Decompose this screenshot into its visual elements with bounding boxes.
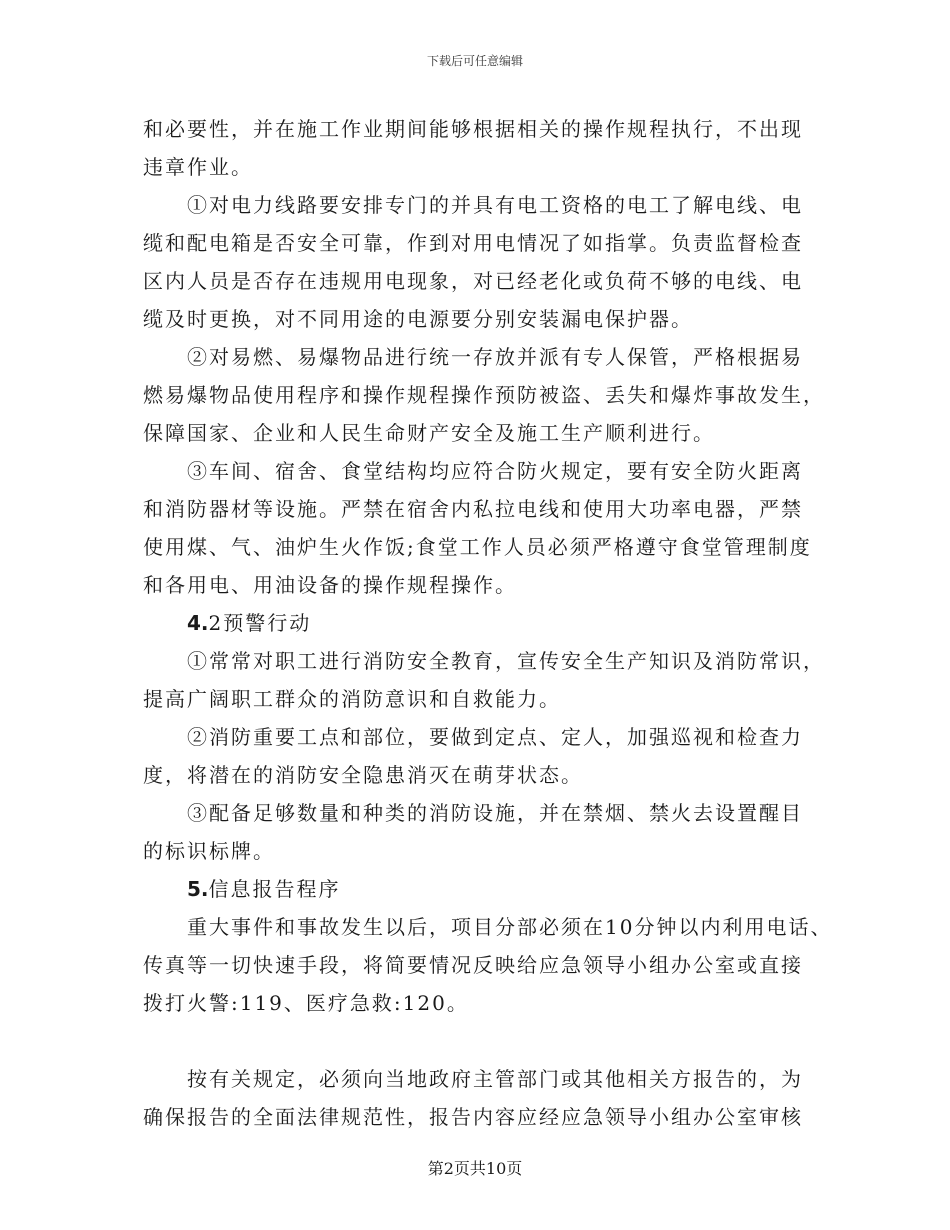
line-text: ①对电力线路要安排专门的并具有电工资格的电工了解电线、电 [187,193,803,217]
text-line [143,604,823,642]
text-line [143,984,823,1022]
line-text: 违章作业。 [143,155,253,179]
line-text: 度，将潜在的消防安全隐患消灭在萌芽状态。 [143,763,583,787]
line-text: 重大事件和事故发生以后，项目分部必须在10分钟以内利用电话、 [187,915,833,939]
text-line [143,224,823,262]
text-line [143,452,823,490]
text-line [143,186,823,224]
text-line [143,718,823,756]
line-text: 燃易爆物品使用程序和操作规程操作预防被盗、丢失和爆炸事故发生， [143,383,825,407]
text-line [143,414,823,452]
text-line [143,756,823,794]
line-text: 区内人员是否存在违规用电现象，对已经老化或负荷不够的电线、电 [143,269,803,293]
text-line [143,528,823,566]
text-line [143,148,823,186]
line-text: 和消防器材等设施。严禁在宿舍内私拉电线和使用大功率电器，严禁 [143,497,803,521]
line-text: 使用煤、气、油炉生火作饭;食堂工作人员必须严格遵守食堂管理制度 [143,535,812,559]
line-text: 和各用电、用油设备的操作规程操作。 [143,573,517,597]
paragraph-gap [143,1022,823,1060]
line-text: 保障国家、企业和人民生命财产安全及施工生产顺利进行。 [143,421,715,445]
line-text: ③配备足够数量和种类的消防设施，并在禁烟、禁火去设置醒目 [187,801,803,825]
text-line [143,490,823,528]
line-text: ②消防重要工点和部位，要做到定点、定人，加强巡视和检查力 [187,725,803,749]
document-body [143,110,833,1136]
text-line [143,908,833,946]
text-line [143,832,823,870]
line-text: ②对易燃、易爆物品进行统一存放并派有专人保管，严格根据易 [187,345,803,369]
text-line [143,110,823,148]
text-line [143,794,823,832]
text-line [143,1060,823,1098]
line-text: 传真等一切快速手段，将简要情况反映给应急领导小组办公室或直接 [143,953,803,977]
line-text: 拨打火警:119、医疗急救:120。 [143,991,469,1015]
line-text: 信息报告程序 [208,877,341,901]
text-line [143,300,823,338]
page-header: 下载后可任意编辑 [426,54,523,68]
section-number: 4. [187,611,209,635]
line-text: 2预警行动 [208,611,312,635]
text-line [143,1098,823,1136]
text-line [143,870,823,908]
line-text: 提高广阔职工群众的消防意识和自救能力。 [143,687,561,711]
text-line [143,338,823,376]
line-text: 和必要性，并在施工作业期间能够根据相关的操作规程执行，不出现 [143,117,803,141]
line-text: 缆和配电箱是否安全可靠，作到对用电情况了如指掌。负责监督检查 [143,231,803,255]
line-text: 按有关规定，必须向当地政府主管部门或其他相关方报告的，为 [187,1067,803,1091]
line-text: ①常常对职工进行消防安全教育，宣传安全生产知识及消防常识， [187,649,825,673]
text-line [143,376,823,414]
text-line [143,642,823,680]
text-line [143,680,823,718]
line-text: 缆及时更换，对不同用途的电源要分别安装漏电保护器。 [143,307,693,331]
page-footer: 第2页共10页 [427,1159,523,1178]
section-number: 5. [187,877,209,901]
text-line [143,946,823,984]
line-text: 确保报告的全面法律规范性，报告内容应经应急领导小组办公室审核 [143,1105,803,1129]
text-line [143,566,823,604]
line-text: 的标识标牌。 [143,839,275,863]
text-line [143,262,823,300]
line-text: ③车间、宿舍、食堂结构均应符合防火规定，要有安全防火距离 [187,459,803,483]
